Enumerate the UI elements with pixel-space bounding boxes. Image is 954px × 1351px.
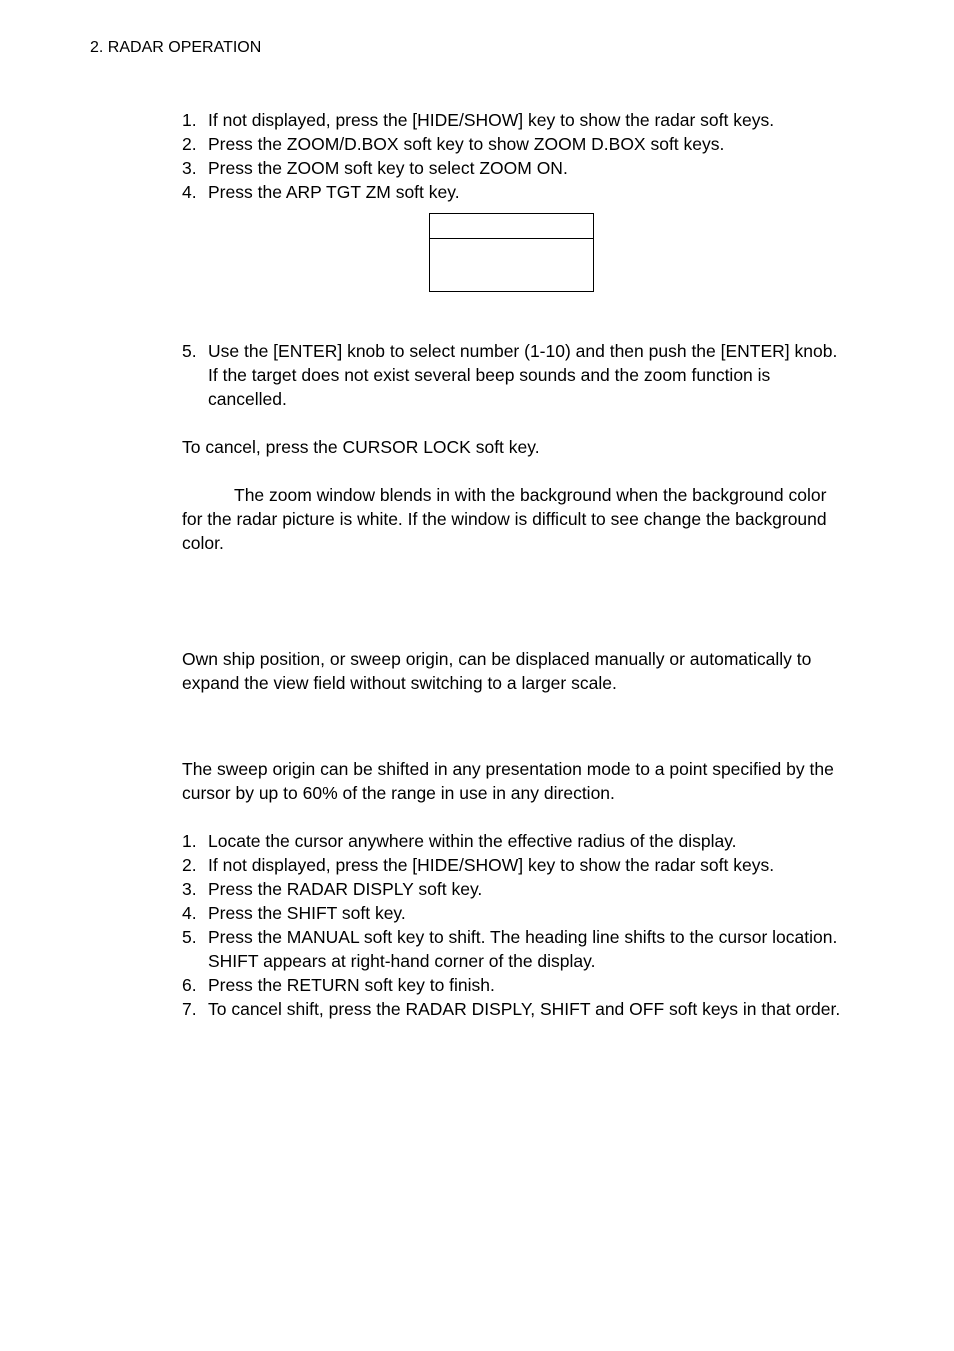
step-text: To cancel shift, press the RADAR DISPLY, SHIFT and OFF soft keys in that order. (208, 999, 841, 1019)
step-text: Press the ZOOM/D.BOX soft key to show ZOOM D.BOX soft keys. (208, 134, 725, 154)
note-paragraph (182, 483, 842, 555)
list-item (182, 156, 842, 180)
step-number: 2. (182, 855, 197, 875)
step-number: 2. (182, 134, 197, 154)
step-number: 5. (182, 927, 197, 947)
list-item (182, 829, 842, 853)
step-text: Use the [ENTER] knob to select number (1-10) and then push the [ENTER] knob. If the target does not exist several beep sounds and the zoom function is cancelled. (208, 341, 838, 409)
step-number: 3. (182, 158, 197, 178)
list-item (182, 925, 842, 973)
step-number: 1. (182, 831, 197, 851)
box-divider (430, 238, 593, 239)
step-number: 6. (182, 975, 197, 995)
step-text: Press the RETURN soft key to finish. (208, 975, 495, 995)
page-header: 2. RADAR OPERATION (90, 39, 262, 56)
step-text: If not displayed, press the [HIDE/SHOW] key to show the radar soft keys. (208, 110, 775, 130)
step-number: 1. (182, 110, 197, 130)
shift-intro-paragraph: Own ship position, or sweep origin, can be displaced manually or automatically to expand the view field without switching to a larger scale. (182, 649, 812, 693)
note-text: The zoom window blends in with the background when the background color for the radar picture is white. If the window is difficult to see change the background color. (182, 485, 827, 553)
step-number: 3. (182, 879, 197, 899)
step-text: If not displayed, press the [HIDE/SHOW] key to show the radar soft keys. (208, 855, 775, 875)
list-item (182, 901, 842, 925)
list-item (182, 853, 842, 877)
step-text: Press the SHIFT soft key. (208, 903, 406, 923)
step-number: 5. (182, 341, 197, 361)
list-item (182, 973, 842, 997)
step-text: Locate the cursor anywhere within the effective radius of the display. (208, 831, 737, 851)
list-item (182, 180, 842, 204)
shift-steps-list (182, 829, 842, 1021)
step-number: 4. (182, 182, 197, 202)
soft-key-prompt-box (429, 213, 594, 292)
list-item (182, 132, 842, 156)
manual-shift-intro-paragraph: The sweep origin can be shifted in any presentation mode to a point specified by the cursor by up to 60% of the range in use in any direction. (182, 759, 834, 803)
step-text: Press the ZOOM soft key to select ZOOM ON. (208, 158, 568, 178)
step-text: Press the ARP TGT ZM soft key. (208, 182, 460, 202)
list-item (182, 997, 842, 1021)
list-item (182, 877, 842, 901)
step-number: 4. (182, 903, 197, 923)
zoom-step-5-list (182, 339, 842, 411)
list-item (182, 108, 842, 132)
step-number: 7. (182, 999, 197, 1019)
zoom-steps-list (182, 108, 842, 204)
list-item (182, 339, 842, 411)
step-text: Press the MANUAL soft key to shift. The heading line shifts to the cursor location. SHIFT appears at right-hand corner of the display. (208, 927, 838, 971)
cancel-paragraph: To cancel, press the CURSOR LOCK soft key. (182, 437, 540, 457)
step-text: Press the RADAR DISPLY soft key. (208, 879, 483, 899)
